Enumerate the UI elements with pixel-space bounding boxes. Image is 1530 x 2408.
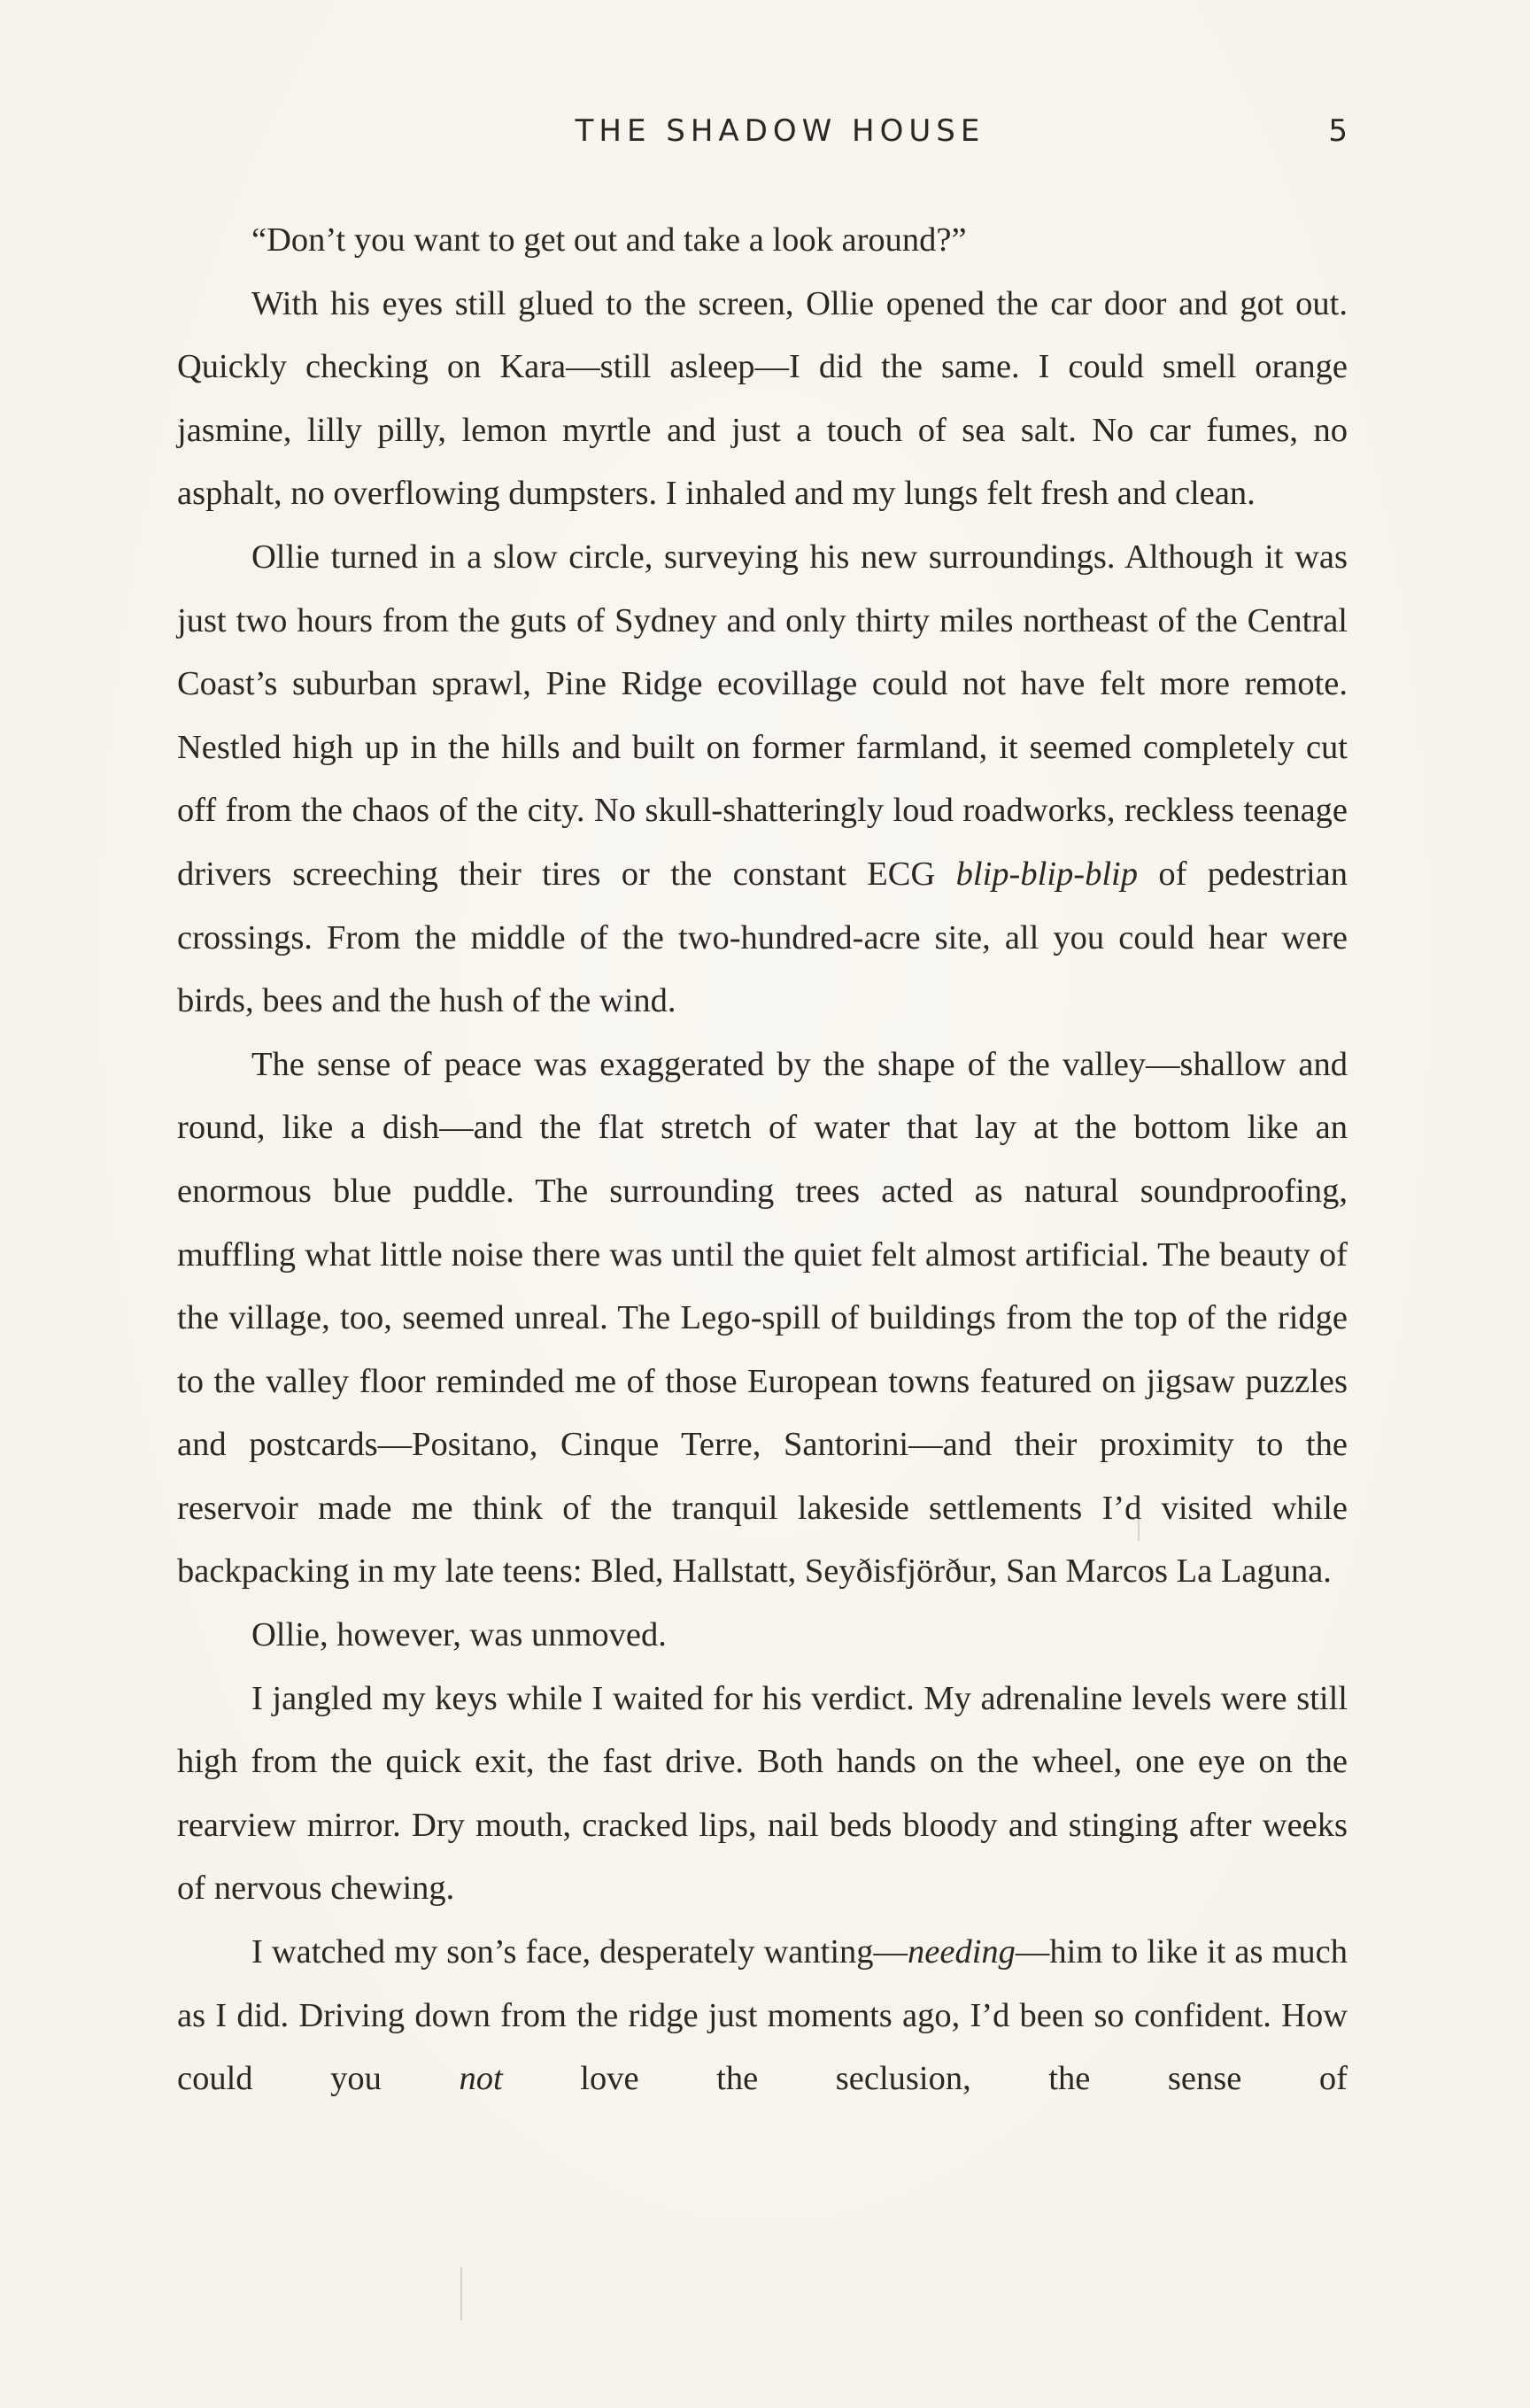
italic-run: not (459, 2060, 503, 2098)
text-run: The sense of peace was exaggerated by the shape of the valley—shallow and round, like a dish—and the flat stretch of water that lay at the bottom like an enormous blue puddle. The surrounding trees acted as natural soundproofing, muffling what little noise there was until the quiet felt almost artificial. The beauty of the village, too, seemed unreal. The Lego-spill of buildings from the top of the ridge to the valley floor reminded me of those European towns featured on jigsaw puzzles and postcards—Positano, Cinque Terre, Santorini—and their proximity to the reservoir made me think of the tranquil lakeside settlements I’d visited while backpacking in my late teens: Bled, Hallstatt, Seyðisfjörður, San Marcos La Laguna. (177, 1045, 1348, 1591)
italic-run: needing (908, 1933, 1016, 1971)
book-title: THE SHADOW HOUSE (575, 113, 985, 149)
text-run: Ollie, however, was unmoved. (251, 1616, 667, 1654)
paragraph (177, 273, 1348, 526)
text-run: I watched my son’s face, desperately wanting— (251, 1933, 908, 1971)
paragraph (177, 1668, 1348, 1921)
paragraph (177, 1604, 1348, 1668)
paragraph (177, 1921, 1348, 2111)
paragraph (177, 526, 1348, 1034)
scan-artifact (460, 2267, 462, 2320)
paragraph (177, 209, 1348, 273)
scan-artifact (1138, 1506, 1140, 1541)
body-text (177, 209, 1348, 2111)
text-run: “Don’t you want to get out and take a look around?” (251, 221, 967, 259)
text-run: I jangled my keys while I waited for his verdict. My adrenaline levels were still high from the quick exit, the fast drive. Both hands on the wheel, one eye on the rearview mirror. Dry mouth, cracked lips, nail beds bloody and stinging after weeks of nervous chewing. (177, 1679, 1348, 1908)
paragraph (177, 1034, 1348, 1604)
page-number: 5 (1328, 113, 1348, 149)
text-run: —him to like it as much as I did. Driving down from the ridge just moments ago, I’d been so confident. How could you (177, 1933, 1348, 2098)
running-head (177, 113, 1348, 158)
italic-run: blip-blip-blip (955, 855, 1138, 893)
text-run: Ollie turned in a slow circle, surveying his new surroundings. Although it was just two hours from the guts of Sydney and only thirty miles northeast of the Central Coast’s suburban sprawl, Pine Ridge ecovillage could not have felt more remote. Nestled high up in the hills and built on former farmland, it seemed completely cut off from the chaos of the city. No skull-shatteringly loud roadworks, reckless teenage drivers screeching their tires or the constant ECG (177, 538, 1348, 893)
text-run: With his eyes still glued to the screen, Ollie opened the car door and got out. Quickly checking on Kara—still asleep—I did the same. I could smell orange jasmine, lilly pilly, lemon myrtle and just a touch of sea salt. No car fumes, no asphalt, no overflowing dumpsters. I inhaled and my lungs felt fresh and clean. (177, 284, 1348, 513)
text-run: love the seclusion, the sense of (502, 2060, 1348, 2098)
text-run: of pedestrian crossings. From the middle of the two-hundred-acre site, all you could hear were birds, bees and the hush of the wind. (177, 855, 1348, 1020)
